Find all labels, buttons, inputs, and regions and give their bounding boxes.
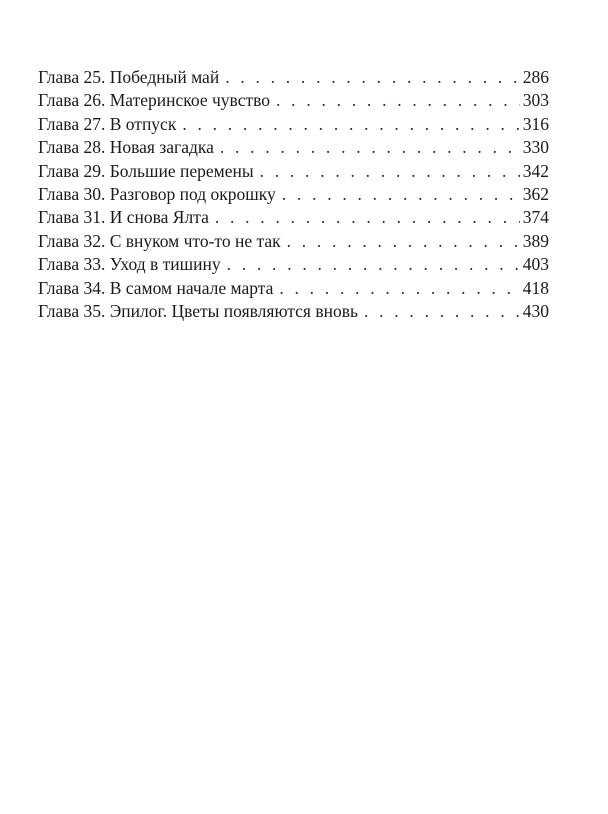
toc-dot-leader xyxy=(260,160,520,183)
toc-entry xyxy=(38,206,549,229)
toc-entry-page: 389 xyxy=(522,230,549,251)
toc-entry xyxy=(38,89,549,112)
toc-entry-page: 403 xyxy=(522,254,549,275)
table-of-contents xyxy=(38,66,549,323)
toc-entry-title: Глава 27. В отпуск xyxy=(38,113,177,134)
toc-entry xyxy=(38,66,549,89)
toc-dot-leader xyxy=(279,277,519,300)
toc-entry-page: 374 xyxy=(522,207,549,228)
toc-entry-title: Глава 25. Победный май xyxy=(38,67,220,87)
toc-entry-title: Глава 29. Большие перемены xyxy=(38,160,254,181)
toc-entry-title: Глава 28. Новая загадка xyxy=(38,137,214,158)
toc-dot-leader xyxy=(276,89,520,112)
toc-entry-title: Глава 34. В самом начале марта xyxy=(38,277,274,298)
toc-entry-title: Глава 33. Уход в тишину xyxy=(38,254,221,275)
toc-entry xyxy=(38,113,549,136)
toc-entry-title: Глава 35. Эпилог. Цветы появляются вновь xyxy=(38,300,358,321)
toc-entry xyxy=(38,160,549,183)
toc-entry xyxy=(38,277,549,300)
toc-entry-page: 342 xyxy=(522,160,549,181)
toc-dot-leader xyxy=(287,230,520,253)
toc-entry-title: Глава 26. Материнское чувство xyxy=(38,90,271,111)
toc-entry-page: 303 xyxy=(522,90,549,111)
toc-entry xyxy=(38,300,549,323)
toc-entry xyxy=(38,183,549,206)
toc-entry-title: Глава 30. Разговор под окрошку xyxy=(38,183,276,204)
toc-entry xyxy=(38,253,549,276)
toc-entry-page: 418 xyxy=(522,277,549,298)
toc-entry xyxy=(38,230,549,253)
toc-dot-leader xyxy=(220,136,520,159)
toc-entry xyxy=(38,136,549,159)
toc-dot-leader xyxy=(182,113,519,136)
toc-entry-title: Глава 31. И снова Ялта xyxy=(38,207,209,228)
toc-dot-leader xyxy=(364,300,520,323)
toc-entry-page: 330 xyxy=(522,137,549,158)
toc-entry-title: Глава 32. С внуком что-то не так xyxy=(38,230,281,251)
toc-dot-leader xyxy=(215,206,520,229)
toc-dot-leader xyxy=(227,253,520,276)
toc-entry-page: 316 xyxy=(522,113,549,134)
toc-dot-leader xyxy=(225,66,520,89)
toc-entry-page: 286 xyxy=(522,67,549,87)
toc-entry-page: 430 xyxy=(522,300,549,321)
toc-dot-leader xyxy=(282,183,520,206)
toc-entry-page: 362 xyxy=(522,183,549,204)
